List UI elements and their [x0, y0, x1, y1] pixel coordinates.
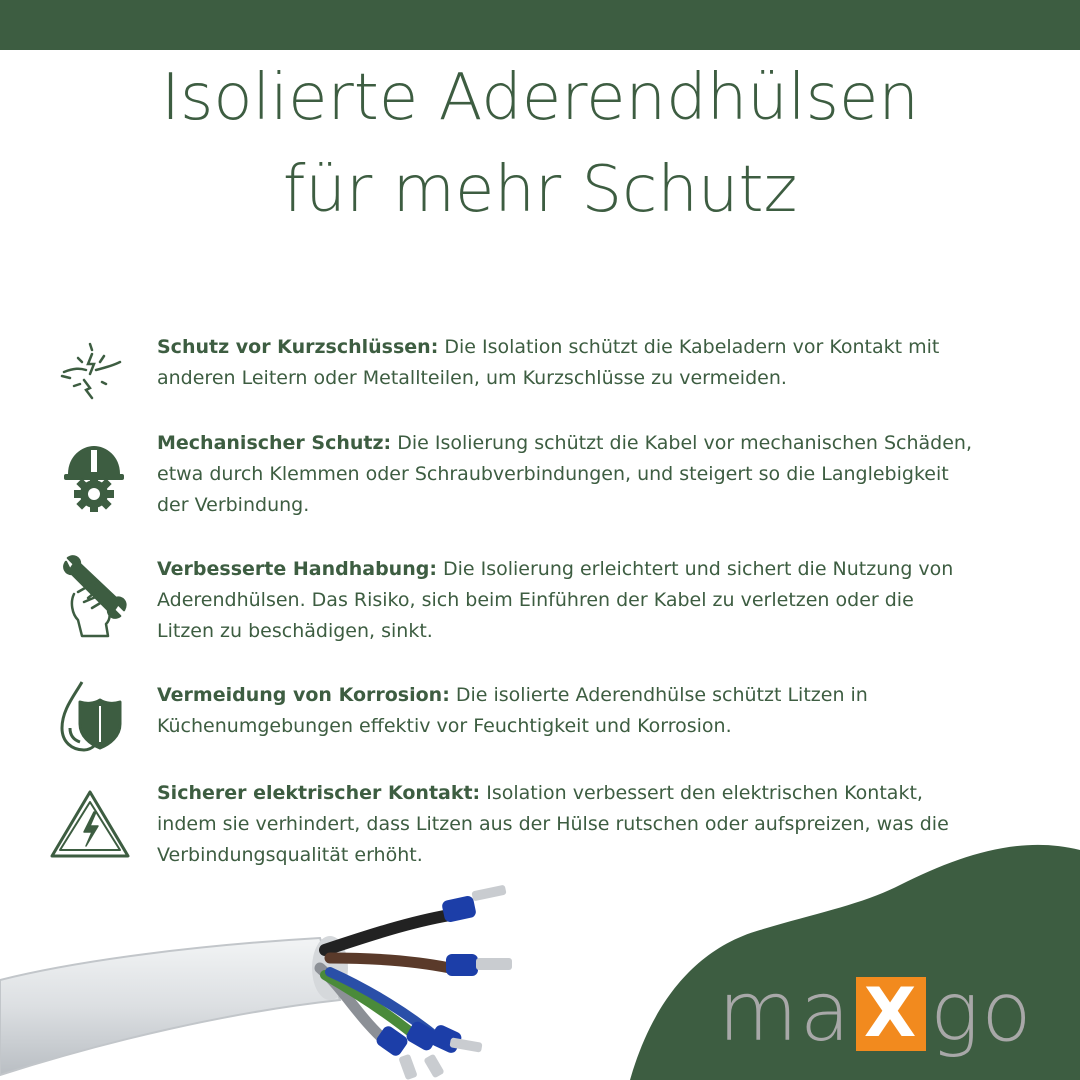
feature-body: Verbindungsqualität erhöht. [157, 844, 423, 866]
feature-body: anderen Leitern oder Metallteilen, um Kurzschlüsse zu vermeiden. [157, 367, 787, 389]
logo-text-start: ma [718, 965, 853, 1060]
feature-body: Die Isolierung erleichtert und sichert die Nutzung von [436, 558, 954, 580]
feature-body: Aderendhülsen. Das Risiko, sich beim Einführen der Kabel zu verletzen oder die [157, 589, 914, 611]
feature-body: indem sie verhindert, dass Litzen aus der Hülse rutschen oder aufspreizen, was die [157, 813, 949, 835]
feature-body: Isolation verbessert den elektrischen Kontakt, [480, 782, 923, 804]
logo-x-box: X [856, 977, 926, 1051]
title-line-2: für mehr Schutz [282, 153, 798, 227]
feature-body: Die isolierte Aderendhülse schützt Litzen in [449, 684, 868, 706]
feature-body: Küchenumgebungen effektiv vor Feuchtigkeit und Korrosion. [157, 715, 732, 737]
title-line-1: Isolierte Aderendhülsen [161, 61, 919, 135]
feature-heading: Verbesserte Handhabung: [157, 558, 437, 580]
feature-body: der Verbindung. [157, 494, 310, 516]
feature-heading: Schutz vor Kurzschlüssen: [157, 336, 439, 358]
brand-logo [718, 965, 1068, 1060]
feature-body: etwa durch Klemmen oder Schraubverbindungen, und steigert so die Langlebigkeit [157, 463, 949, 485]
feature-heading: Sicherer elektrischer Kontakt: [157, 782, 481, 804]
feature-body: Die Isolation schützt die Kabeladern vor Kontakt mit [438, 336, 940, 358]
feature-heading: Vermeidung von Korrosion: [157, 684, 450, 706]
logo-text-end: go [930, 965, 1034, 1060]
feature-body: Litzen zu beschädigen, sinkt. [157, 620, 433, 642]
feature-heading: Mechanischer Schutz: [157, 432, 392, 454]
feature-body: Die Isolierung schützt die Kabel vor mechanischen Schäden, [391, 432, 973, 454]
